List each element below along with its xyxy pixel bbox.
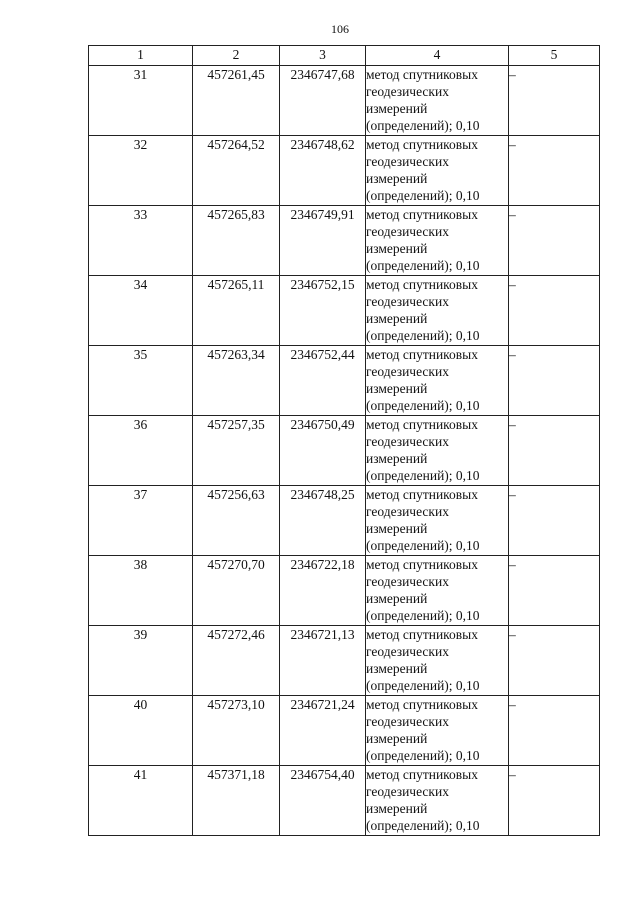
table-row: [89, 626, 600, 696]
y-coordinate-cell: 2346721,24: [280, 696, 366, 766]
method-cell: метод спутниковых геодезических измерений (определений); 0,10: [366, 416, 509, 486]
x-coordinate-cell: 457256,63: [193, 486, 280, 556]
method-cell: метод спутниковых геодезических измерений (определений); 0,10: [366, 346, 509, 416]
point-number-cell: 35: [89, 346, 193, 416]
method-cell: метод спутниковых геодезических измерений (определений); 0,10: [366, 276, 509, 346]
x-coordinate-cell: 457265,83: [193, 206, 280, 276]
y-coordinate-cell: 2346749,91: [280, 206, 366, 276]
table-row: [89, 66, 600, 136]
note-cell: –: [509, 766, 600, 836]
note-cell: –: [509, 206, 600, 276]
column-header-4: 4: [366, 46, 509, 66]
point-number-cell: 38: [89, 556, 193, 626]
method-cell: метод спутниковых геодезических измерений (определений); 0,10: [366, 766, 509, 836]
column-header-3: 3: [280, 46, 366, 66]
x-coordinate-cell: 457261,45: [193, 66, 280, 136]
x-coordinate-cell: 457265,11: [193, 276, 280, 346]
note-cell: –: [509, 346, 600, 416]
table-row: [89, 136, 600, 206]
table-row: [89, 766, 600, 836]
point-number-cell: 32: [89, 136, 193, 206]
point-number-cell: 39: [89, 626, 193, 696]
x-coordinate-cell: 457272,46: [193, 626, 280, 696]
x-coordinate-cell: 457273,10: [193, 696, 280, 766]
y-coordinate-cell: 2346748,62: [280, 136, 366, 206]
table-row: [89, 486, 600, 556]
table-row: [89, 416, 600, 486]
table-row: [89, 696, 600, 766]
y-coordinate-cell: 2346754,40: [280, 766, 366, 836]
table-row: [89, 276, 600, 346]
y-coordinate-cell: 2346748,25: [280, 486, 366, 556]
column-header-2: 2: [193, 46, 280, 66]
y-coordinate-cell: 2346721,13: [280, 626, 366, 696]
note-cell: –: [509, 626, 600, 696]
note-cell: –: [509, 556, 600, 626]
coordinates-table: [88, 45, 600, 836]
point-number-cell: 41: [89, 766, 193, 836]
x-coordinate-cell: 457263,34: [193, 346, 280, 416]
header-row: [89, 46, 600, 66]
y-coordinate-cell: 2346747,68: [280, 66, 366, 136]
note-cell: –: [509, 486, 600, 556]
x-coordinate-cell: 457257,35: [193, 416, 280, 486]
table-header: [89, 46, 600, 66]
table-row: [89, 556, 600, 626]
point-number-cell: 40: [89, 696, 193, 766]
x-coordinate-cell: 457270,70: [193, 556, 280, 626]
method-cell: метод спутниковых геодезических измерений (определений); 0,10: [366, 136, 509, 206]
method-cell: метод спутниковых геодезических измерений (определений); 0,10: [366, 66, 509, 136]
x-coordinate-cell: 457371,18: [193, 766, 280, 836]
table-row: [89, 206, 600, 276]
note-cell: –: [509, 136, 600, 206]
method-cell: метод спутниковых геодезических измерений (определений); 0,10: [366, 696, 509, 766]
column-header-1: 1: [89, 46, 193, 66]
method-cell: метод спутниковых геодезических измерений (определений); 0,10: [366, 626, 509, 696]
method-cell: метод спутниковых геодезических измерений (определений); 0,10: [366, 486, 509, 556]
table-row: [89, 346, 600, 416]
column-header-5: 5: [509, 46, 600, 66]
table-body: [89, 66, 600, 836]
page-number: 106: [331, 22, 349, 36]
y-coordinate-cell: 2346752,15: [280, 276, 366, 346]
note-cell: –: [509, 66, 600, 136]
y-coordinate-cell: 2346750,49: [280, 416, 366, 486]
note-cell: –: [509, 276, 600, 346]
x-coordinate-cell: 457264,52: [193, 136, 280, 206]
method-cell: метод спутниковых геодезических измерений (определений); 0,10: [366, 206, 509, 276]
point-number-cell: 31: [89, 66, 193, 136]
point-number-cell: 37: [89, 486, 193, 556]
method-cell: метод спутниковых геодезических измерений (определений); 0,10: [366, 556, 509, 626]
y-coordinate-cell: 2346752,44: [280, 346, 366, 416]
point-number-cell: 36: [89, 416, 193, 486]
point-number-cell: 33: [89, 206, 193, 276]
note-cell: –: [509, 696, 600, 766]
y-coordinate-cell: 2346722,18: [280, 556, 366, 626]
note-cell: –: [509, 416, 600, 486]
point-number-cell: 34: [89, 276, 193, 346]
